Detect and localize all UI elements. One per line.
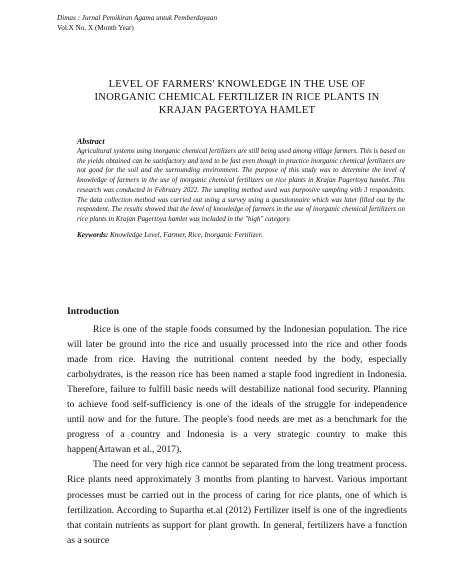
running-head xyxy=(57,14,427,33)
journal-issue: Vol.X No. X (Month Year) xyxy=(57,23,134,32)
introduction-paragraph-1: Rice is one of the staple foods consumed by the Indonesian population. The rice will later be ground into the rice and usually processed into the rice and other foods made from rice. Having the nutritional content needed by the body, especially carbohydrates, is the reason rice has been named a staple food ingredient in Indonesia. Therefore, failure to fulfill basic needs will destabilize national food security. Planning to achieve food self-sufficiency is one of the ideals of the struggle for independence until now and for the future. The people's food needs are met as a benchmark for the progress of a country and Indonesia is a very strategic country to make this happen(Artawan et al., 2017). xyxy=(67,324,407,456)
abstract-section xyxy=(77,136,405,240)
title-line-3: KRAJAN PAGERTOYA HAMLET xyxy=(158,105,316,116)
abstract-body: Agricultural systems using inorganic chemical fertilizers are still being used among village farmers. This is based on the yields obtained can be satisfactory and tend to be fast even though in practice inorganic chemical fertilizers are not good for the soil and the surrounding environment. The purpose of this study was to determine the level of knowledge of farmers in the use of inorganic chemical fertilizers on rice plants in Krajan Pagertoya hamlet. This research was conducted in February 2022. The sampling method used was purposive sampling with 3 respondents. The data collection method was carried out using a survey using a questionnaire which was later filled out by the respondent. The results showed that the level of knowledge of farmers in the use of inorganic chemical fertilizers on rice plants in Krajan Pagertoya hamlet was included in the "high" category. xyxy=(77,147,405,223)
title-line-2: INORGANIC CHEMICAL FERTILIZER IN RICE PLANTS IN xyxy=(94,92,380,103)
introduction-section xyxy=(67,306,407,548)
introduction-paragraph-2: The need for very high rice cannot be separated from the long treatment process. Rice plants need approximately 3 months from planting to harvest. Various important processes must be carried out in the process of caring for rice plants, one of which is fertilization. According to Supartha et.al (2012) Fertilizer itself is one of the ingredients that contain nutrients as support for plant growth. In general, fertilizers have a function as a source xyxy=(67,459,407,546)
keywords-list: Knowledge Level, Farmer, Rice, Inorganic Fertilizer. xyxy=(108,230,263,239)
introduction-heading: Introduction xyxy=(67,306,120,317)
title-line-1: LEVEL OF FARMERS' KNOWLEDGE IN THE USE OF xyxy=(108,79,366,90)
paper-title xyxy=(60,78,414,117)
journal-name: Dimas : Jurnal Pemikiran Agama untuk Pemberdayaan xyxy=(57,14,218,22)
keywords-line xyxy=(77,230,405,240)
keywords-label: Keywords: xyxy=(77,230,109,239)
abstract-heading: Abstract xyxy=(77,137,105,146)
